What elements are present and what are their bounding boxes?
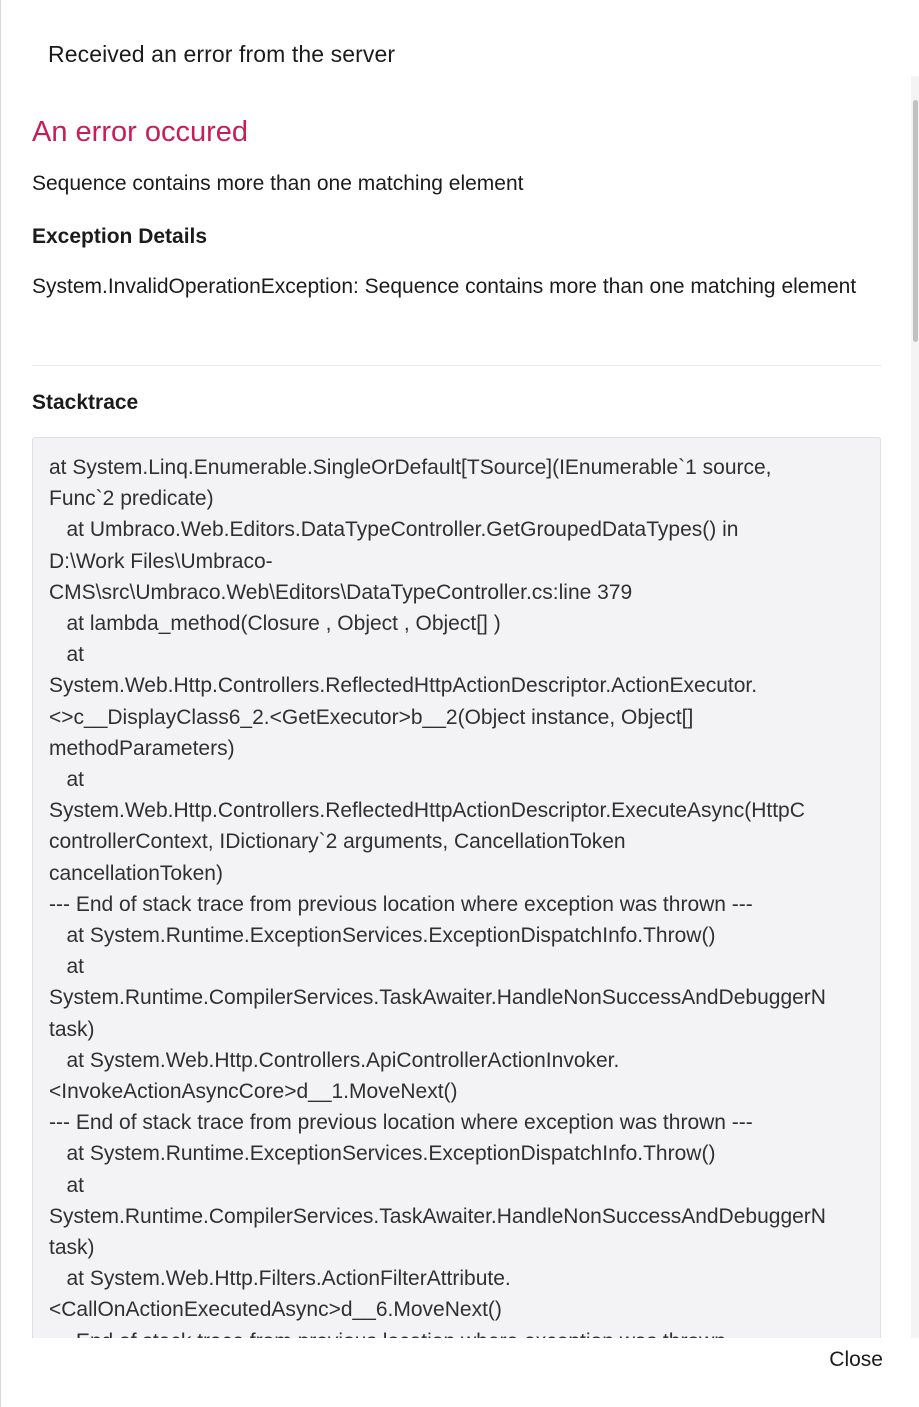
stacktrace-line: at System.Runtime.ExceptionServices.ExceptionDispatchInfo.Throw() <box>49 924 716 948</box>
stacktrace-line: methodParameters) <box>49 736 235 760</box>
stacktrace-line: Func`2 predicate) <box>49 487 214 511</box>
stacktrace-box[interactable] <box>32 437 881 1357</box>
stacktrace-line: at System.Web.Http.Controllers.ApiControllerActionInvoker. <box>49 1048 620 1072</box>
stacktrace-line: System.Runtime.CompilerServices.TaskAwaiter.HandleNonSuccessAndDebuggerN <box>49 986 826 1010</box>
stacktrace-line: task) <box>49 1017 95 1041</box>
stacktrace-line: at System.Web.Http.Filters.ActionFilterAttribute. <box>49 1267 511 1291</box>
stacktrace-line: at <box>49 955 85 979</box>
stacktrace-line: --- End of stack trace from previous location where exception was thrown --- <box>49 892 753 916</box>
exception-details-text: System.InvalidOperationException: Sequence contains more than one matching element <box>32 275 857 298</box>
stacktrace-line: controllerContext, IDictionary`2 arguments, CancellationToken <box>49 830 626 854</box>
stacktrace-line: System.Web.Http.Controllers.ReflectedHttpActionDescriptor.ExecuteAsync(HttpC <box>49 799 805 823</box>
stacktrace-line: CMS\src\Umbraco.Web\Editors\DataTypeController.cs:line 379 <box>49 580 633 604</box>
dialog-body-scroll-area[interactable] <box>1 84 917 1338</box>
dialog-title: Received an error from the server <box>48 41 396 67</box>
stacktrace-text <box>33 438 880 1357</box>
error-message: Sequence contains more than one matching element <box>32 172 524 195</box>
exception-details-label: Exception Details <box>32 225 208 248</box>
stacktrace-label: Stacktrace <box>32 391 139 414</box>
stacktrace-line: at lambda_method(Closure , Object , Object[] ) <box>49 612 501 636</box>
stacktrace-line: at <box>49 1173 85 1197</box>
section-divider <box>32 365 881 366</box>
dialog-footer <box>1 1338 917 1407</box>
stacktrace-line: <CallOnActionExecutedAsync>d__6.MoveNext() <box>49 1298 502 1322</box>
scrollbar-thumb[interactable] <box>913 100 918 342</box>
close-button[interactable]: Close <box>829 1348 883 1371</box>
stacktrace-line: at System.Linq.Enumerable.SingleOrDefault[TSource](IEnumerable`1 source, <box>49 456 772 479</box>
error-heading: An error occured <box>32 116 248 148</box>
stacktrace-line: at <box>49 768 85 792</box>
stacktrace-line: D:\Work Files\Umbraco- <box>49 549 273 573</box>
dialog-header <box>1 0 917 84</box>
stacktrace-line: task) <box>49 1236 95 1260</box>
stacktrace-line: <>c__DisplayClass6_2.<GetExecutor>b__2(Object instance, Object[] <box>49 705 694 729</box>
stacktrace-line: at <box>49 643 85 667</box>
stacktrace-line: <InvokeActionAsyncCore>d__1.MoveNext() <box>49 1080 458 1104</box>
stacktrace-line: --- End of stack trace from previous location where exception was thrown --- <box>49 1111 753 1135</box>
stacktrace-line: at System.Runtime.ExceptionServices.ExceptionDispatchInfo.Throw() <box>49 1142 716 1166</box>
stacktrace-line: cancellationToken) <box>49 861 223 885</box>
stacktrace-line: at Umbraco.Web.Editors.DataTypeController.GetGroupedDataTypes() in <box>49 518 739 542</box>
stacktrace-line: System.Runtime.CompilerServices.TaskAwaiter.HandleNonSuccessAndDebuggerN <box>49 1204 826 1228</box>
stacktrace-line: System.Web.Http.Controllers.ReflectedHttpActionDescriptor.ActionExecutor. <box>49 674 758 698</box>
